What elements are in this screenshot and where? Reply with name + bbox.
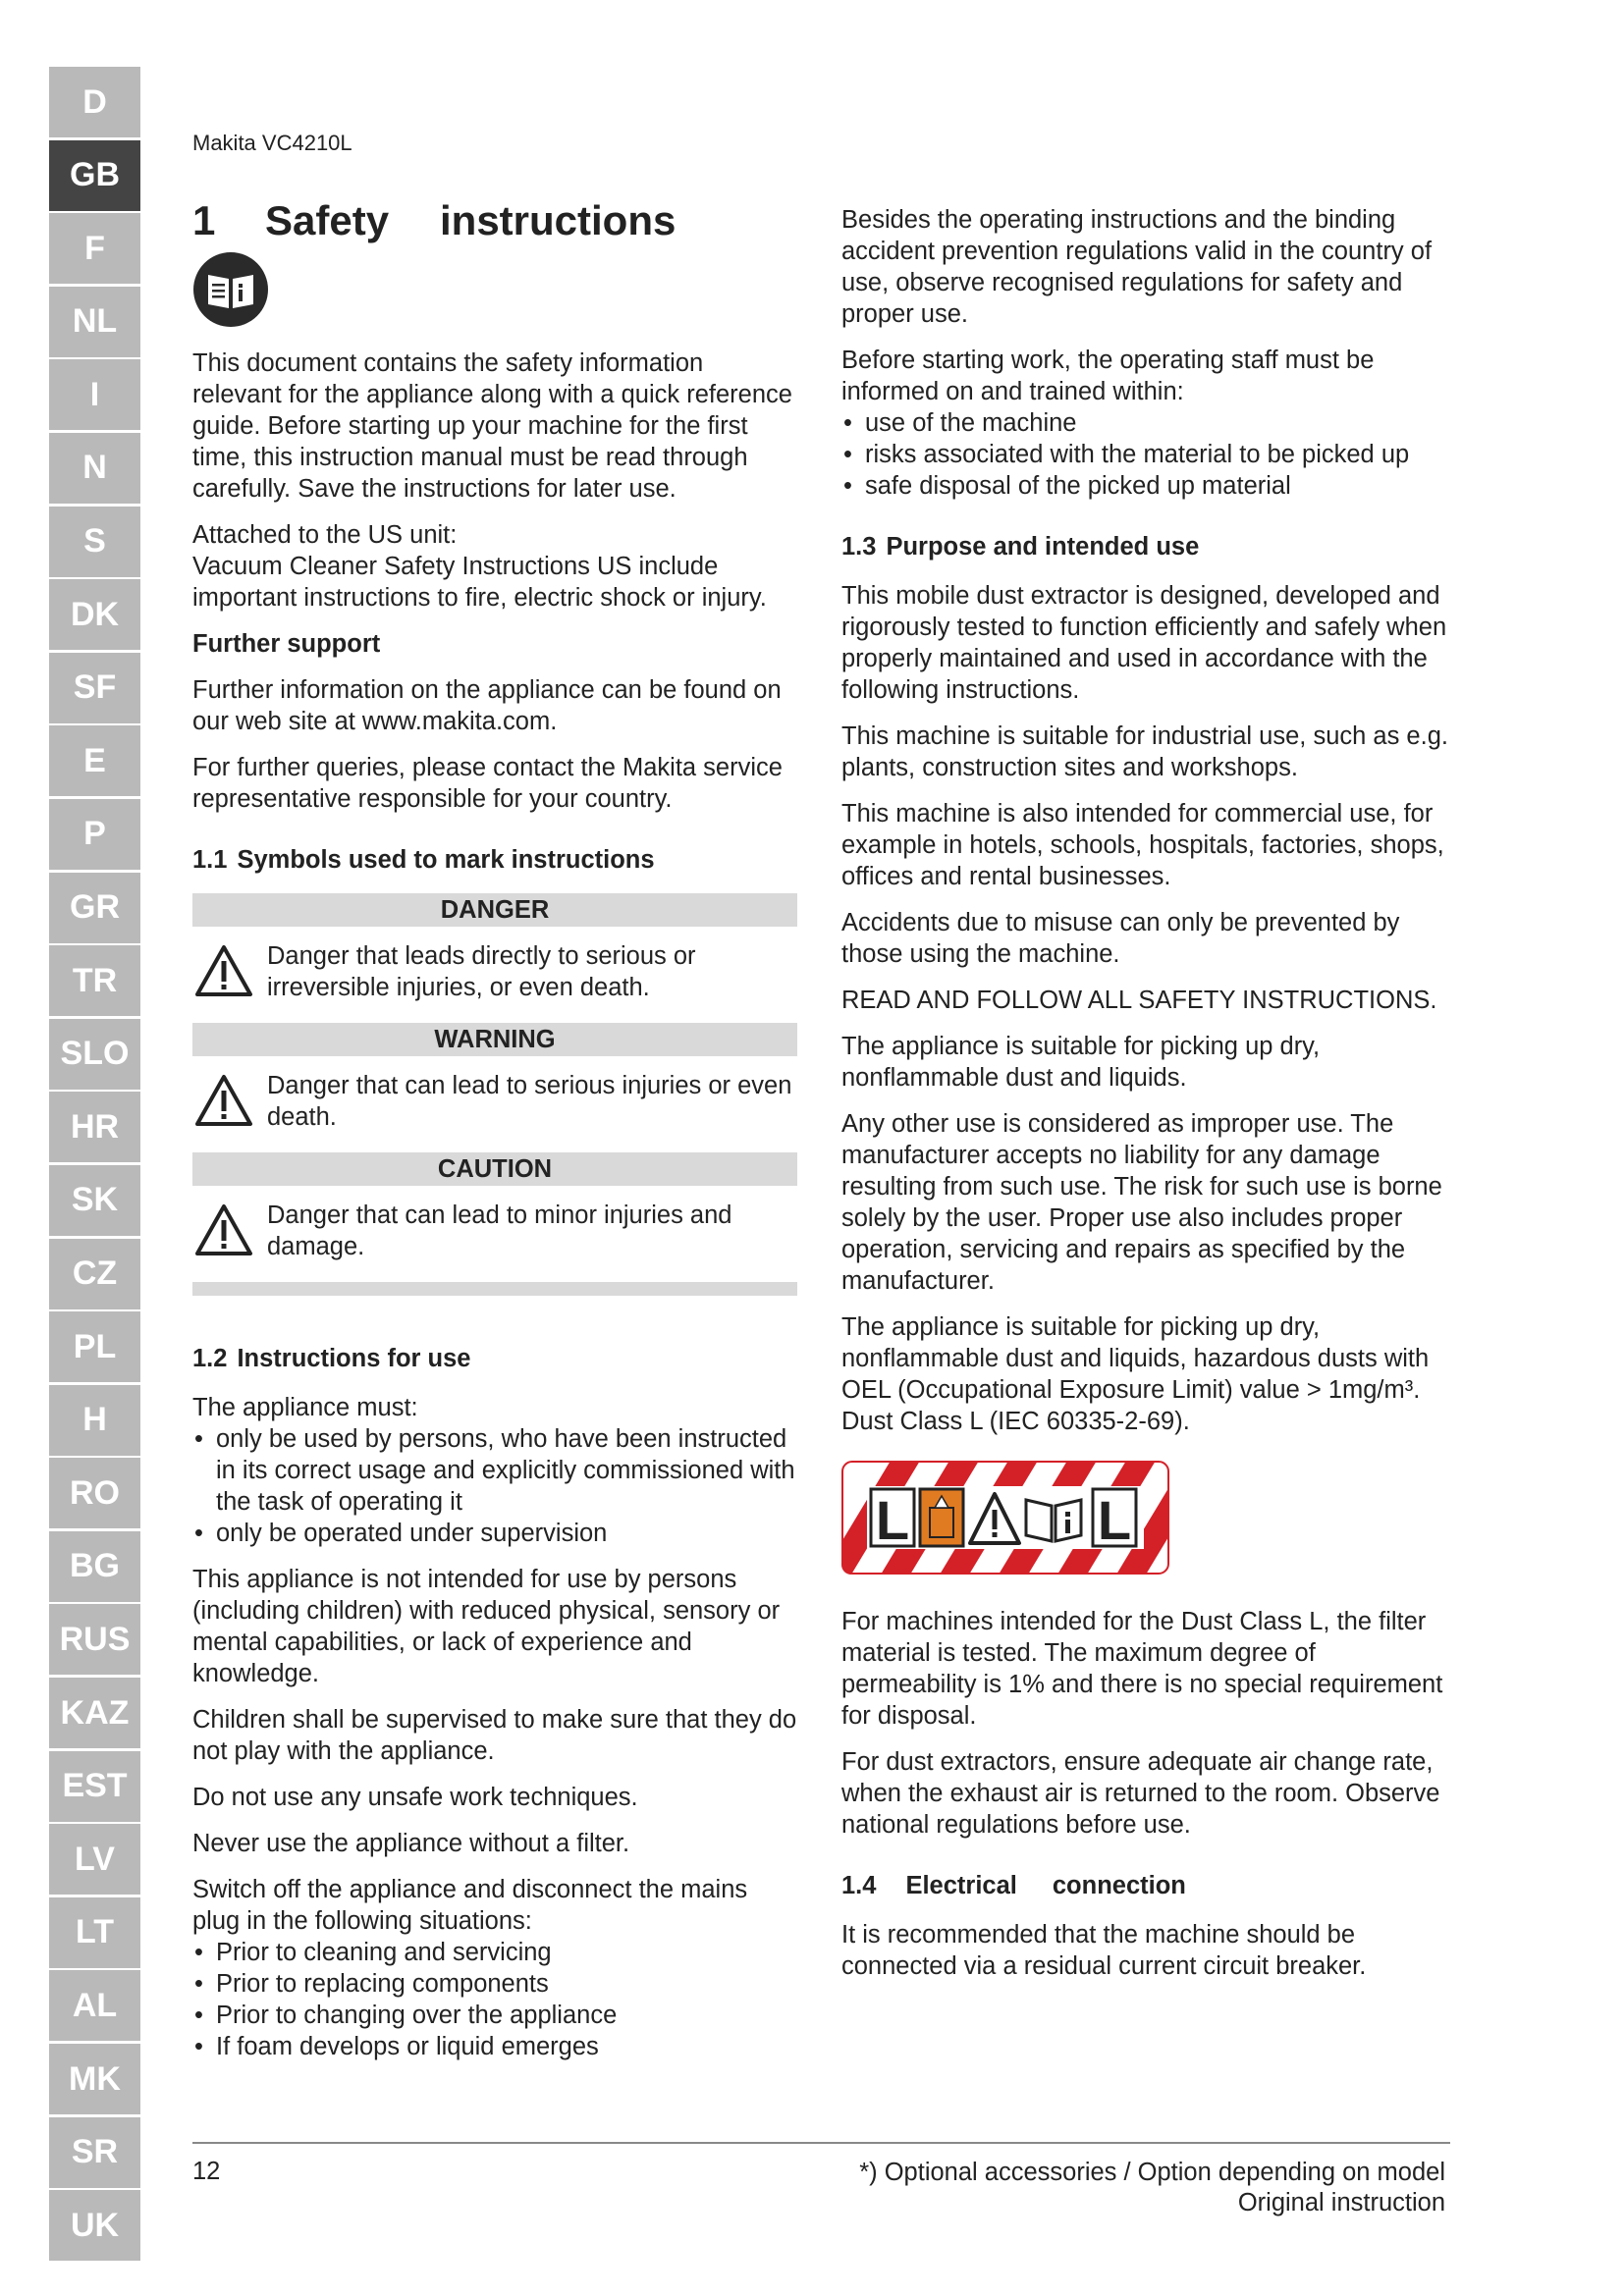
lang-tab-sf[interactable]: SF	[49, 653, 140, 723]
list-item: • use of the machine	[841, 407, 1450, 439]
lang-tab-bg[interactable]: BG	[49, 1531, 140, 1602]
model-header: Makita VC4210L	[192, 131, 352, 155]
purpose-text-4: Accidents due to misuse can only be prevented by those using the machine.	[841, 909, 1400, 968]
dust-class-letter: L	[1097, 1489, 1132, 1551]
intro-text: This document contains the safety information relevant for the appliance along with a quick reference guide. Before starting up your machine for the first time, this instruction manual must be read through carefully. Save the instructions for later use.	[192, 349, 792, 503]
lang-tab-al[interactable]: AL	[49, 1970, 140, 2041]
hazard-box-end	[192, 1282, 797, 1296]
purpose-text-7: Any other use is considered as improper use. The manufacturer accepts no liability for any damage resulting from such use. The risk for such use is borne solely by the user. Proper use also includes proper operation, servicing and repairs as specified by the manufacturer.	[841, 1110, 1442, 1295]
section-title: 1 Safety instructions	[192, 197, 677, 243]
lang-tab-d[interactable]: D	[49, 67, 140, 137]
lang-tab-nl[interactable]: NL	[49, 287, 140, 357]
lang-tab-ro[interactable]: RO	[49, 1458, 140, 1528]
lang-tab-p[interactable]: P	[49, 799, 140, 870]
lang-tab-tr[interactable]: TR	[49, 945, 140, 1016]
warning-triangle-icon	[194, 1074, 253, 1127]
lang-tab-gr[interactable]: GR	[49, 873, 140, 943]
list-item: • Prior to changing over the appliance	[192, 2000, 797, 2031]
children-text: Children shall be supervised to make sure that they do not play with the appliance.	[192, 1706, 797, 1765]
purpose-text-6: The appliance is suitable for picking up dry, nonflammable dust and liquids.	[841, 1033, 1321, 1092]
purpose-text-2: This machine is suitable for industrial use, such as e.g. plants, construction sites and workshops.	[841, 722, 1448, 781]
before-work-text: Before starting work, the operating staff must be informed on and trained within:	[841, 347, 1375, 405]
must-list	[192, 1423, 797, 1549]
lang-tab-dk[interactable]: DK	[49, 579, 140, 650]
list-item: • only be operated under supervision	[192, 1518, 797, 1549]
language-sidebar	[49, 67, 140, 2264]
footer-note: *) Optional accessories / Option depending on model Original instruction	[859, 2159, 1445, 2216]
purpose-text-3: This machine is also intended for commercial use, for example in hotels, schools, hospitals, factories, shops, offices and rental businesses.	[841, 800, 1444, 890]
read-manual-icon	[192, 251, 797, 336]
lang-tab-s[interactable]: S	[49, 507, 140, 577]
lang-tab-lv[interactable]: LV	[49, 1824, 140, 1895]
lang-tab-e[interactable]: E	[49, 725, 140, 796]
page-number: 12	[192, 2158, 221, 2185]
lang-tab-rus[interactable]: RUS	[49, 1604, 140, 1675]
dust-class-l-label	[841, 1461, 1450, 1582]
list-item: • If foam develops or liquid emerges	[192, 2031, 797, 2062]
danger-label: DANGER	[192, 893, 797, 927]
lang-tab-est[interactable]: EST	[49, 1751, 140, 1822]
not-intended-text: This appliance is not intended for use by persons (including children) with reduced physical, sensory or mental capabilities, or lack of experience and knowledge.	[192, 1566, 781, 1687]
lang-tab-sr[interactable]: SR	[49, 2117, 140, 2188]
purpose-text-8: The appliance is suitable for picking up dry, nonflammable dust and liquids, hazardous dusts with OEL (Occupational Exposure Limit) value > 1mg/m³. Dust Class L (IEC 60335-2-69).	[841, 1313, 1430, 1435]
switch-off-text: Switch off the appliance and disconnect the mains plug in the following situations:	[192, 1876, 748, 1935]
lang-tab-lt[interactable]: LT	[49, 1897, 140, 1968]
section-1-1-heading: 1.1 Symbols used to mark instructions	[192, 846, 655, 874]
lang-tab-uk[interactable]: UK	[49, 2190, 140, 2261]
filter-text: Never use the appliance without a filter.	[192, 1830, 630, 1857]
section-1-3-heading: 1.3 Purpose and intended use	[841, 533, 1200, 561]
left-column	[192, 196, 797, 2077]
lang-tab-kaz[interactable]: KAZ	[49, 1678, 140, 1748]
list-item: • risks associated with the material to be picked up	[841, 439, 1450, 470]
lang-tab-slo[interactable]: SLO	[49, 1019, 140, 1090]
right-column	[841, 204, 1450, 1997]
dust-class-letter: L	[875, 1489, 910, 1551]
list-item: • Prior to cleaning and servicing	[192, 1937, 797, 1968]
lang-tab-h[interactable]: H	[49, 1385, 140, 1456]
purpose-text-1: This mobile dust extractor is designed, developed and rigorously tested to function efficiently and safely when properly maintained and used in accordance with the following instructions.	[841, 582, 1447, 704]
dust-class-text: For machines intended for the Dust Class L, the filter material is tested. The maximum degree of permeability is 1% and there is no special requirement for disposal.	[841, 1608, 1443, 1730]
further-queries-text: For further queries, please contact the Makita service representative responsible for your country.	[192, 754, 783, 813]
caution-label: CAUTION	[192, 1152, 797, 1186]
warning-triangle-icon	[194, 1203, 253, 1256]
unsafe-text: Do not use any unsafe work techniques.	[192, 1784, 638, 1811]
warning-label: WARNING	[192, 1023, 797, 1056]
warning-row: Danger that can lead to serious injuries or even death.	[192, 1070, 797, 1133]
section-1-4-heading: 1.4 Electrical connection	[841, 1872, 1186, 1899]
lang-tab-cz[interactable]: CZ	[49, 1239, 140, 1309]
lang-tab-pl[interactable]: PL	[49, 1311, 140, 1382]
lang-tab-mk[interactable]: MK	[49, 2044, 140, 2114]
training-list	[841, 407, 1450, 502]
lang-tab-sk[interactable]: SK	[49, 1165, 140, 1236]
section-1-2-heading: 1.2 Instructions for use	[192, 1345, 471, 1372]
besides-text: Besides the operating instructions and the binding accident prevention regulations valid in the country of use, observe recognised regulations for safety and proper use.	[841, 206, 1433, 328]
list-item: • only be used by persons, who have been instructed in its correct usage and explicitly commissioned with the task of operating it	[192, 1423, 797, 1518]
lang-tab-n[interactable]: N	[49, 433, 140, 504]
list-item: • safe disposal of the picked up material	[841, 470, 1450, 502]
list-item: • Prior to replacing components	[192, 1968, 797, 2000]
air-change-text: For dust extractors, ensure adequate air change rate, when the exhaust air is returned to the room. Observe national regulations before use.	[841, 1748, 1440, 1839]
us-unit-text: Attached to the US unit: Vacuum Cleaner Safety Instructions US include important instructions to fire, electric shock or injury.	[192, 521, 767, 612]
footer-divider	[192, 2142, 1450, 2144]
electrical-text: It is recommended that the machine should be connected via a residual current circuit breaker.	[841, 1921, 1367, 1980]
lang-tab-hr[interactable]: HR	[49, 1092, 140, 1162]
further-support-heading: Further support	[192, 630, 381, 658]
caution-row: Danger that can lead to minor injuries and damage.	[192, 1200, 797, 1262]
danger-row: Danger that leads directly to serious or irreversible injuries, or even death.	[192, 940, 797, 1003]
warning-triangle-icon	[194, 944, 253, 997]
appliance-must-text: The appliance must:	[192, 1394, 418, 1421]
switch-off-list	[192, 1937, 797, 2062]
lang-tab-gb[interactable]: GB	[49, 140, 140, 211]
lang-tab-f[interactable]: F	[49, 213, 140, 284]
lang-tab-i[interactable]: I	[49, 359, 140, 430]
purpose-text-5: READ AND FOLLOW ALL SAFETY INSTRUCTIONS.	[841, 987, 1437, 1014]
further-support-text: Further information on the appliance can be found on our web site at www.makita.com.	[192, 676, 782, 735]
